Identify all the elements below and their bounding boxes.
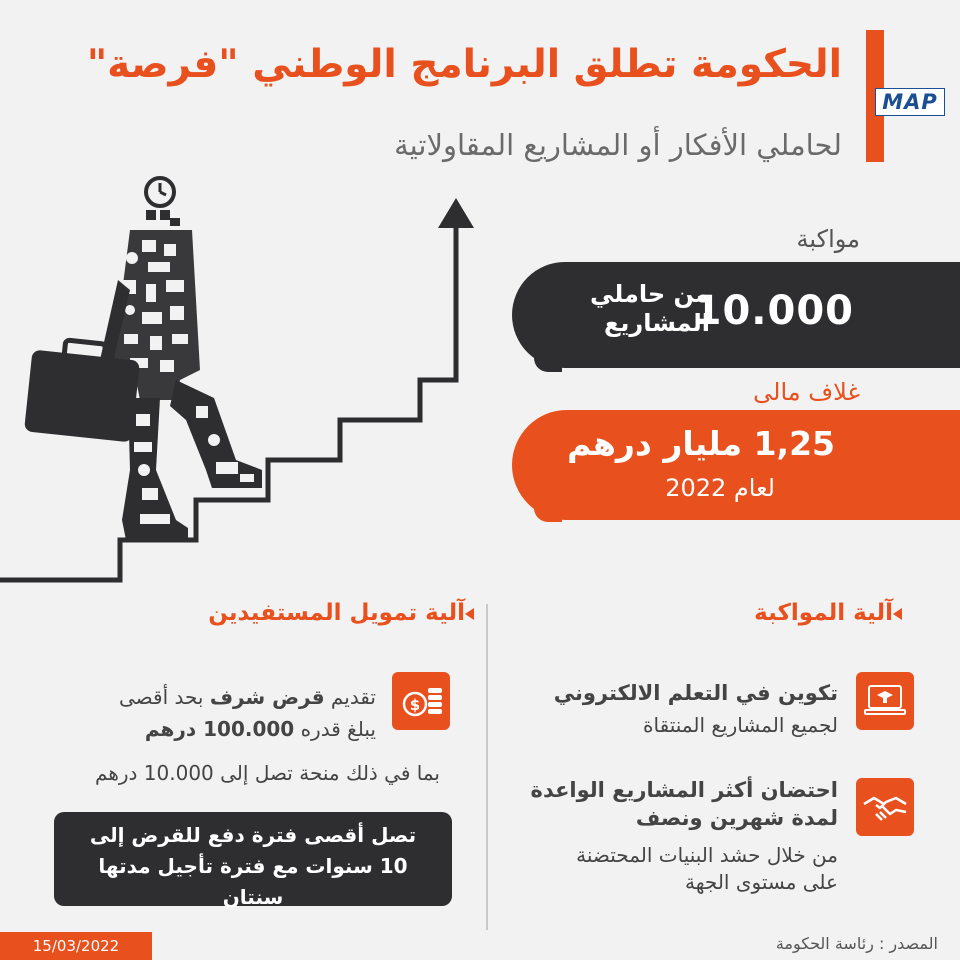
incubation-desc [508,842,838,896]
incubation-title [508,776,838,833]
count-label [520,280,710,338]
loan-line-2 [56,716,376,742]
support-heading [754,600,910,626]
support-heading-text: آلية المواكبة [754,600,893,626]
incubation-desc-line2: على مستوى الجهة [684,870,838,894]
grant-text: بما في ذلك منحة تصل إلى 10.000 درهم [95,761,440,785]
triangle-bullet-icon [465,608,474,620]
publish-date: 15/03/2022 [32,937,120,955]
follow-label: مواكبة [796,225,860,253]
triangle-bullet-icon [893,608,902,620]
repayment-line1: تصل أقصى فترة دفع للقرض إلى [89,823,417,847]
loan-text-d: يبلغ قدره [294,717,376,741]
incubation-desc-line1: من خلال حشد البنيات المحتضنة [576,843,838,867]
staircase-illustration [0,170,480,590]
handshake-icon [856,778,914,836]
funding-heading-text: آلية تمويل المستفيدين [208,600,465,626]
budget-amount: 1,25 مليار درهم [567,424,835,463]
project-count: 10.000 [693,288,854,334]
incubation-title-line2: لمدة شهرين ونصف [635,806,838,831]
count-label-line2: المشاريع [604,308,710,337]
arrow-up-icon [438,198,474,228]
column-divider [486,604,488,930]
repayment-line2: 10 سنوات مع فترة تأجيل مدتها سنتان [98,854,408,909]
coins-icon [392,672,450,730]
elearning-desc: لجميع المشاريع المنتقاة [643,713,838,737]
loan-max-amount: 100.000 درهم [144,717,295,741]
map-logo-text: MAP [882,90,938,114]
page-subtitle: لحاملي الأفكار أو المشاريع المقاولاتية [394,128,842,162]
business-figure [100,178,262,540]
loan-type: قرض شرف [209,685,325,709]
elearning-title: تكوين في التعلم الالكتروني [553,681,838,705]
page-title: الحكومة تطلق البرنامج الوطني "فرصة" [86,42,842,87]
loan-text-a: تقديم [324,685,376,709]
incubation-title-line1: احتضان أكثر المشاريع الواعدة [530,778,838,802]
elearning-icon [856,672,914,730]
budget-year: لعام 2022 [665,474,775,502]
loan-line-1 [56,684,376,710]
loan-text-c: بحد أقصى [119,685,210,709]
source-credit: المصدر : رئاسة الحكومة [775,934,938,953]
repayment-text [54,820,452,913]
funds-label: غلاف مالى [753,378,860,406]
funding-heading [208,600,482,626]
count-label-line1: من حاملي [589,280,710,308]
svg-text:$: $ [409,696,421,714]
